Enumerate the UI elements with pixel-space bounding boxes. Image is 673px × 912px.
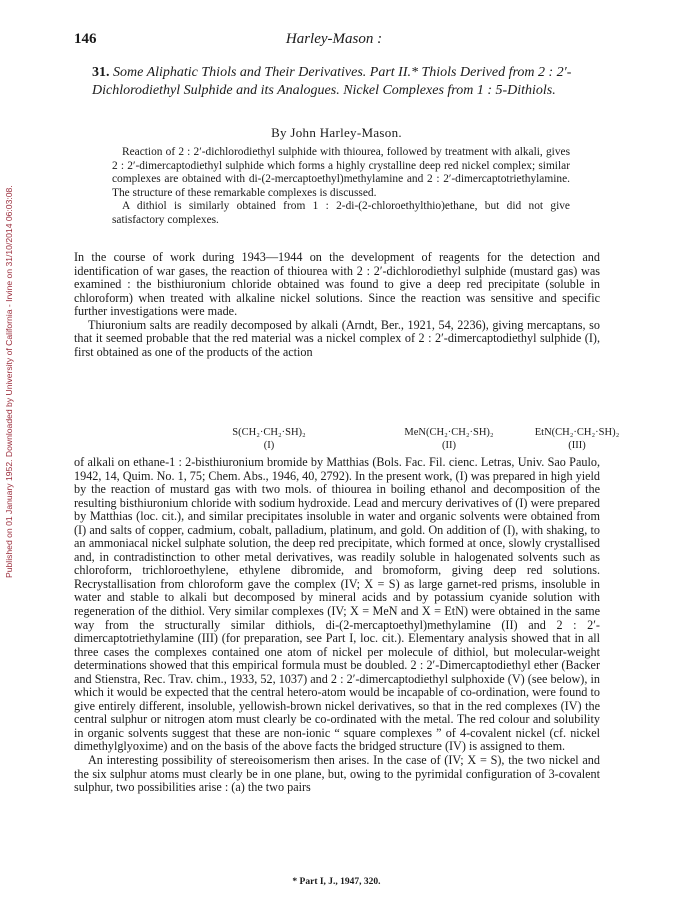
formula-text: MeN(CH₂·CH₂·SH)₂ (404, 427, 494, 438)
abstract-paragraph: A dithiol is similarly obtained from 1 : 2-di-(2-chloroethylthio)ethane, but did not give satisfactory complexes. (112, 200, 570, 226)
body-paragraph: of alkali on ethane-1 : 2-bisthiuronium bromide by Matthias (Bols. Fac. Fil. cienc. Letras, Univ. Sao Paulo, 1942, 14, Quim. No. 1, 75; Chem. Abs., 1946, 40, 2792). In the present work, (I) was prepared in high yield by the reaction of mustard gas with two mols. of thiourea in boiling ethanol and decomposition of the resulting bisthiuronium chloride with sodium hydroxide. Lead and mercury derivatives of (I) were prepared by Matthias (loc. cit.), and similar precipitates insoluble in water and organic solvents were obtained from (I) and salts of copper, cadmium, cobalt, palladium, platinum, and gold. On addition of (I), with shaking, to an ammoniacal nickel sulphate solution, the deep red precipitate, which formed at once, slowly crystallised and, in contradistinction to other metal derivatives, was readily soluble in halogenated solvents such as chloroform, trichloroethylene, ethylene dibromide, and bromoform, giving deep red solutions. Recrystallisation from chloroform gave the complex (IV; X = S) as large garnet-red prisms, insoluble in water and stable to alkali but decomposed by mineral acids and by potassium cyanide solution with regeneration of the dithiol. Very similar complexes (IV; X = MeN and X = EtN) were obtained in the same way from the structurally similar dithiols, di-(2-mercaptoethyl)methylamine (II) and 2 : 2′-dimercaptotriethylamine (III) (for preparation, see Part I, loc. cit.). Elementary analysis showed that in all three cases the complexes contained one atom of nickel per molecule of dithiol, but molecular-weight determinations showed that this empirical formula must be doubled. 2 : 2′-Dimercaptodiethyl ether (Backer and Stienstra, Rec. Trav. chim., 1933, 52, 1037) and 2 : 2′-dimercaptodiethyl sulphoxide (V) (see below), in which it would be expected that the central hetero-atom would be incapable of co-ordination, were found to give entirely different, insoluble, yellowish-brown nickel derivatives, so that in the red complexes (IV) the central sulphur or nitrogen atom must clearly be co-ordinated with the metal. The red colour and solubility in organic solvents suggest that these are non-ionic “ square complexes ” of 4-covalent nickel (cf. nickel dimethylglyoxime) and on the basis of the above facts the bridged structure (IV) is assigned to them. (74, 455, 601, 754)
formula-text: EtN(CH₂·CH₂·SH)₂ (534, 427, 620, 438)
formula-iii (502, 426, 652, 452)
formula-i (194, 426, 344, 452)
article-title: Some Aliphatic Thiols and Their Derivatives. Part II.* Thiols Derived from 2 : 2′-Dichlorodiethyl Sulphide and its Analogues. Nickel Complexes from 1 : 5-Dithiols. (92, 65, 572, 98)
page-number: 146 (74, 31, 97, 47)
body-text-part-1 (74, 251, 600, 359)
body-paragraph: In the course of work during 1943—1944 on the development of reagents for the detection and identification of war gases, the reaction of thiourea with 2 : 2′-dichlorodiethyl sulphide (mustard gas) was examined : the bisthiuronium chloride obtained was found to give a deep red precipitate (soluble in chloroform) when treated with alkaline nickel solutions. Since the reaction was sensitive and specific further investigations were made. (74, 250, 600, 319)
formula-label: (III) (568, 440, 586, 451)
formula-label: (I) (263, 440, 275, 451)
article-title-block (92, 64, 597, 100)
formula-text: S(CH₂·CH₂·SH)₂ (232, 427, 306, 438)
footnote: * Part I, J., 1947, 320. (292, 877, 381, 887)
body-text-part-2 (74, 456, 600, 795)
formula-row (74, 426, 620, 454)
formula-label: (II) (442, 440, 456, 451)
publication-stamp: Published on 01 January 1952. Downloaded by University of California - Irvine on 31/10/2014 06:03:08. (4, 185, 14, 578)
abstract-paragraph: Reaction of 2 : 2′-dichlorodiethyl sulphide with thiourea, followed by treatment with alkali, gives 2 : 2′-dimercaptodiethyl sulphide which forms a highly crystalline deep red nickel complex; similar complexes are obtained with di-(2-mercaptoethyl)methylamine and 2 : 2′-dimercaptotriethylamine. The structure of these remarkable complexes is discussed. (112, 146, 570, 199)
running-head: Harley-Mason : (285, 31, 383, 47)
page-header (74, 31, 594, 51)
abstract (112, 146, 570, 228)
article-number: 31. (92, 65, 110, 80)
body-paragraph: An interesting possibility of stereoisomerism then arises. In the case of (IV; X = S), the two nickel and the six sulphur atoms must clearly be in one plane, but, owing to the pyrimidal configuration of 3-covalent sulphur, two possibilities arise : (a) the two pairs (74, 753, 600, 795)
body-paragraph: Thiuronium salts are readily decomposed by alkali (Arndt, Ber., 1921, 54, 2236), giving mercaptans, so that it seemed probable that the red material was a nickel complex of 2 : 2′-dimercaptodiethyl sulphide (I), first obtained as one of the products of the action (74, 317, 600, 359)
byline: By John Harley-Mason. (271, 125, 402, 140)
